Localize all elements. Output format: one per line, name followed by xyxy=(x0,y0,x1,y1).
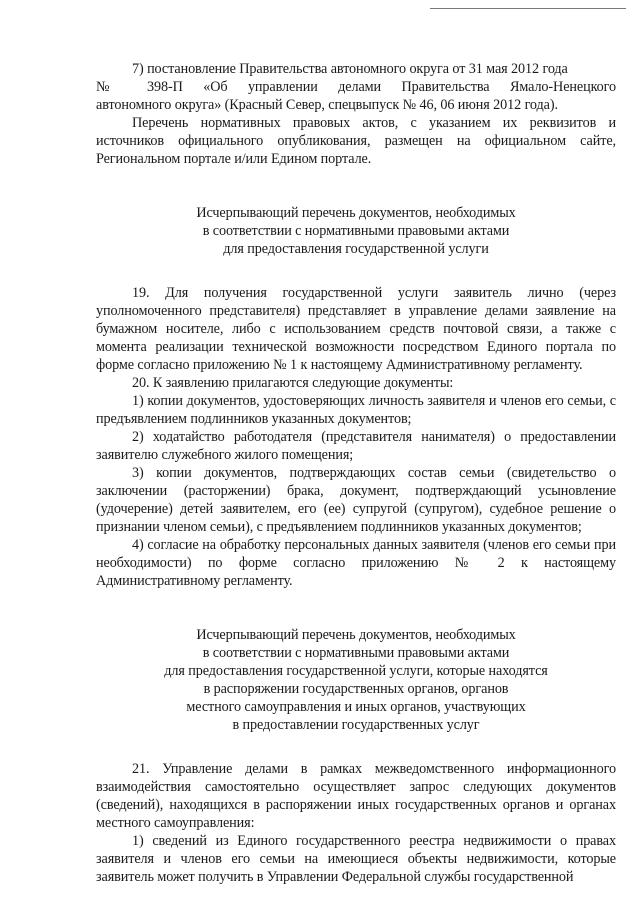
paragraph-20: 20. К заявлению прилагаются следующие документы: xyxy=(132,375,454,391)
paragraph-20-item-1: 1) копии документов, удостоверяющих личность заявителя и членов его семьи, с предъявлением подлинников указанных документов; xyxy=(96,393,616,427)
paragraph-legal-acts-list: Перечень нормативных правовых актов, с указанием их реквизитов и источников официального опубликования, размещен на официальном сайте, Региональном портале и/или Едином портале. xyxy=(96,115,616,167)
paragraph-21-item-1: 1) сведений из Единого государственного реестра недвижимости о правах заявителя и членов его семьи на имеющиеся объекты недвижимости, которые заявитель может получить в Управлении Федеральной службы государственной xyxy=(96,833,616,885)
spacer xyxy=(96,258,616,284)
paragraph-20-item-4: 4) согласие на обработку персональных данных заявителя (членов его семьи при необходимости) по форме согласно приложению № 2 к настоящему Административному регламенту. xyxy=(96,537,616,589)
paragraph-20-item-3: 3) копии документов, подтверждающих состав семьи (свидетельство о заключении (расторжении) брака, документ, подтверждающий усыновление (удочерение) детей заявителем, его (ее) супругой (супругом), судебное решение о признании членом семьи), с предъявлением подлинников указанных документов; xyxy=(96,465,616,535)
heading-documents-line-2: в соответствии с нормативными правовыми актами xyxy=(202,223,510,239)
spacer xyxy=(96,590,616,626)
paragraph-item-7-line-2: № 398-П «Об управлении делами Правительства Ямало-Ненецкого xyxy=(96,79,616,95)
paragraph-21: 21. Управление делами в рамках межведомственного информационного взаимодействия самостоятельно осуществляет запрос следующих документов (сведений), находящихся в распоряжении иных государственных органов и органах местного самоуправления: xyxy=(96,761,616,831)
paragraph-19: 19. Для получения государственной услуги заявитель лично (через уполномоченного представителя) представляет в управление делами заявление на бумажном носителе, либо с использованием средств почтовой связи, а также с момента реализации технической возможности посредством Единого портала по форме согласно приложению № 1 к настоящему Административному регламенту. xyxy=(96,285,616,373)
heading-documents-line-1: Исчерпывающий перечень документов, необходимых xyxy=(196,205,516,221)
paragraph-item-7-line-3: автономного округа» (Красный Север, спецвыпуск № 46, 06 июня 2012 года). xyxy=(96,97,558,113)
spacer xyxy=(96,168,616,204)
heading-interagency-line-4: в распоряжении государственных органов, органов xyxy=(203,681,509,697)
heading-documents-line-3: для предоставления государственной услуги xyxy=(223,241,489,257)
paragraph-20-item-2: 2) ходатайство работодателя (представителя нанимателя) о предоставлении заявителю служебного жилого помещения; xyxy=(96,429,616,463)
heading-interagency-line-3: для предоставления государственной услуги, которые находятся xyxy=(164,663,548,679)
heading-interagency-line-5: местного самоуправления и иных органов, участвующих xyxy=(186,699,526,715)
top-rule xyxy=(430,8,626,9)
heading-interagency-line-2: в соответствии с нормативными правовыми актами xyxy=(202,645,510,661)
paragraph-item-7-line-1: 7) постановление Правительства автономного округа от 31 мая 2012 года xyxy=(132,61,568,77)
spacer xyxy=(96,734,616,760)
heading-interagency-line-1: Исчерпывающий перечень документов, необходимых xyxy=(196,627,516,643)
heading-interagency-line-6: в предоставлении государственных услуг xyxy=(232,717,480,733)
document-page xyxy=(96,60,616,886)
